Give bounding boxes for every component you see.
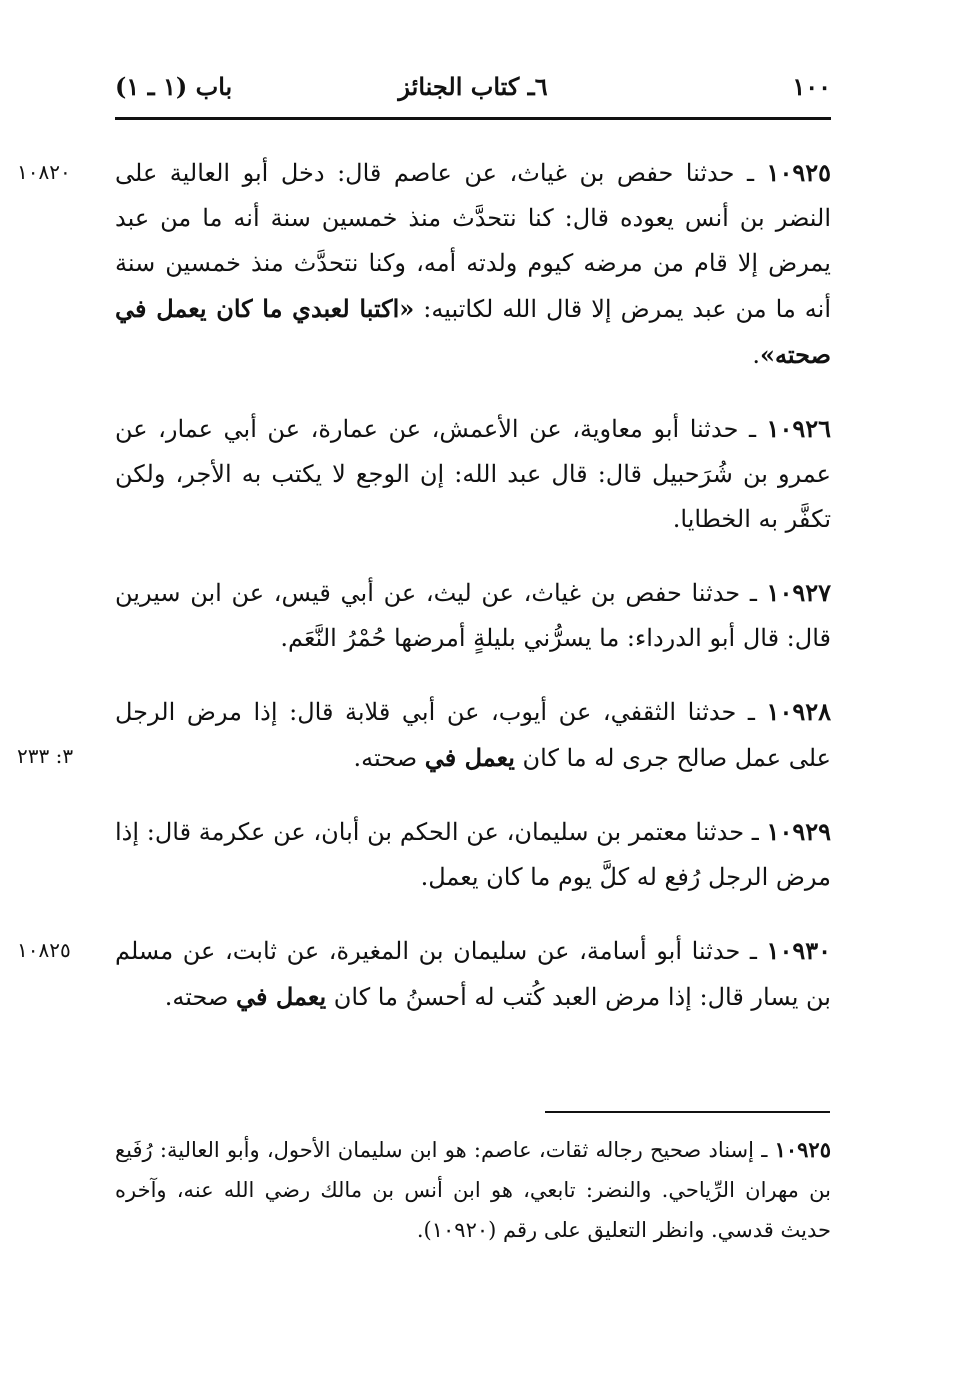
book-title: ٦ـ كتاب الجنائز bbox=[398, 72, 548, 101]
footnote-number: ١٠٩٢٥ bbox=[774, 1137, 831, 1162]
hadith-entry bbox=[115, 406, 831, 542]
hadith-entry bbox=[17, 689, 831, 781]
margin-volume-ref: ٣: ٢٣٣ bbox=[17, 744, 74, 768]
hadith-text: ـ حدثنا حفص بن غياث، عن ليث، عن أبي قيس، عن ابن سيرين قال: قال أبو الدرداء: ما يسرُّني بليلةٍ أمرضها حُمْرُ النَّعَم. bbox=[115, 579, 831, 652]
margin-number: ١٠٨٢٠ bbox=[17, 160, 71, 184]
margin-number: ١٠٨٢٥ bbox=[17, 938, 71, 962]
hadith-tail: صحته. bbox=[353, 744, 425, 772]
hadith-number: ١٠٩٢٥ bbox=[766, 158, 831, 187]
footnote bbox=[115, 1130, 831, 1250]
page-number: ١٠٠ bbox=[792, 72, 831, 101]
hadith-tail: . bbox=[752, 341, 761, 369]
hadith-text: ـ حدثنا حفص بن غياث، عن عاصم قال: دخل أبو العالية على النضر بن أنس يعوده قال: كنا نتحدَّث منذ خمسين سنة أنه ما من عبد يمرض إلا قام من مرضه كيوم ولدته أمه، وكنا نتحدَّث منذ خمسين سنة أنه ما من عبد يمرض إلا قال الله لكاتبيه: bbox=[115, 159, 832, 323]
hadith-list bbox=[17, 150, 832, 1048]
page-header bbox=[115, 72, 831, 112]
hadith-text: ـ حدثنا أبو أسامة، عن سليمان بن المغيرة، عن ثابت، عن مسلم بن يسار قال: إذا مرض العبد كُتب له أحسنُ ما كان bbox=[115, 937, 831, 1011]
hadith-text: ـ حدثنا معتمر بن سليمان، عن الحكم بن أبان، عن عكرمة قال: إذا مرض الرجل رُفع له كلَّ يوم ما كان يعمل. bbox=[115, 818, 831, 891]
hadith-bold-text: «اكتبا لعبدي ما كان يعمل في صحته» bbox=[115, 294, 831, 369]
footnote-rule bbox=[545, 1111, 830, 1113]
hadith-number: ١٠٩٣٠ bbox=[766, 936, 831, 965]
hadith-text: ـ حدثنا أبو معاوية، عن الأعمش، عن عمارة، عن أبي عمار، عن عمرو بن شُرَحبيل قال: قال عبد الله: إن الوجع لا يكتب به الأجر، ولكن تكفَّر به الخطايا. bbox=[115, 415, 831, 533]
hadith-bold-text: يعمل في bbox=[236, 982, 327, 1011]
chapter-label: باب (١ ـ ١) bbox=[115, 72, 233, 101]
hadith-entry bbox=[115, 809, 831, 900]
hadith-entry bbox=[115, 570, 831, 661]
header-rule bbox=[115, 117, 831, 120]
hadith-tail: صحته. bbox=[164, 983, 237, 1011]
hadith-number: ١٠٩٢٧ bbox=[766, 578, 831, 607]
hadith-entry bbox=[17, 150, 832, 378]
hadith-number: ١٠٩٢٨ bbox=[766, 697, 831, 726]
hadith-number: ١٠٩٢٦ bbox=[766, 414, 831, 443]
hadith-bold-text: يعمل في bbox=[424, 743, 515, 772]
hadith-number: ١٠٩٢٩ bbox=[766, 817, 831, 846]
hadith-text: ـ حدثنا الثقفي، عن أيوب، عن أبي قلابة قال: إذا مرض الرجل على عمل صالح جرى له ما كان bbox=[115, 698, 831, 772]
hadith-entry bbox=[17, 928, 831, 1020]
footnote-text: ـ إسناد صحيح رجاله ثقات، عاصم: هو ابن سليمان الأحول، وأبو العالية: رُفَيع بن مهران الرِّياحي. والنضر: تابعي، هو ابن أنس بن مالك رضي الله عنه، وآخره حديث قدسي. وانظر التعليق على رقم (١٠٩٢٠). bbox=[115, 1138, 831, 1242]
